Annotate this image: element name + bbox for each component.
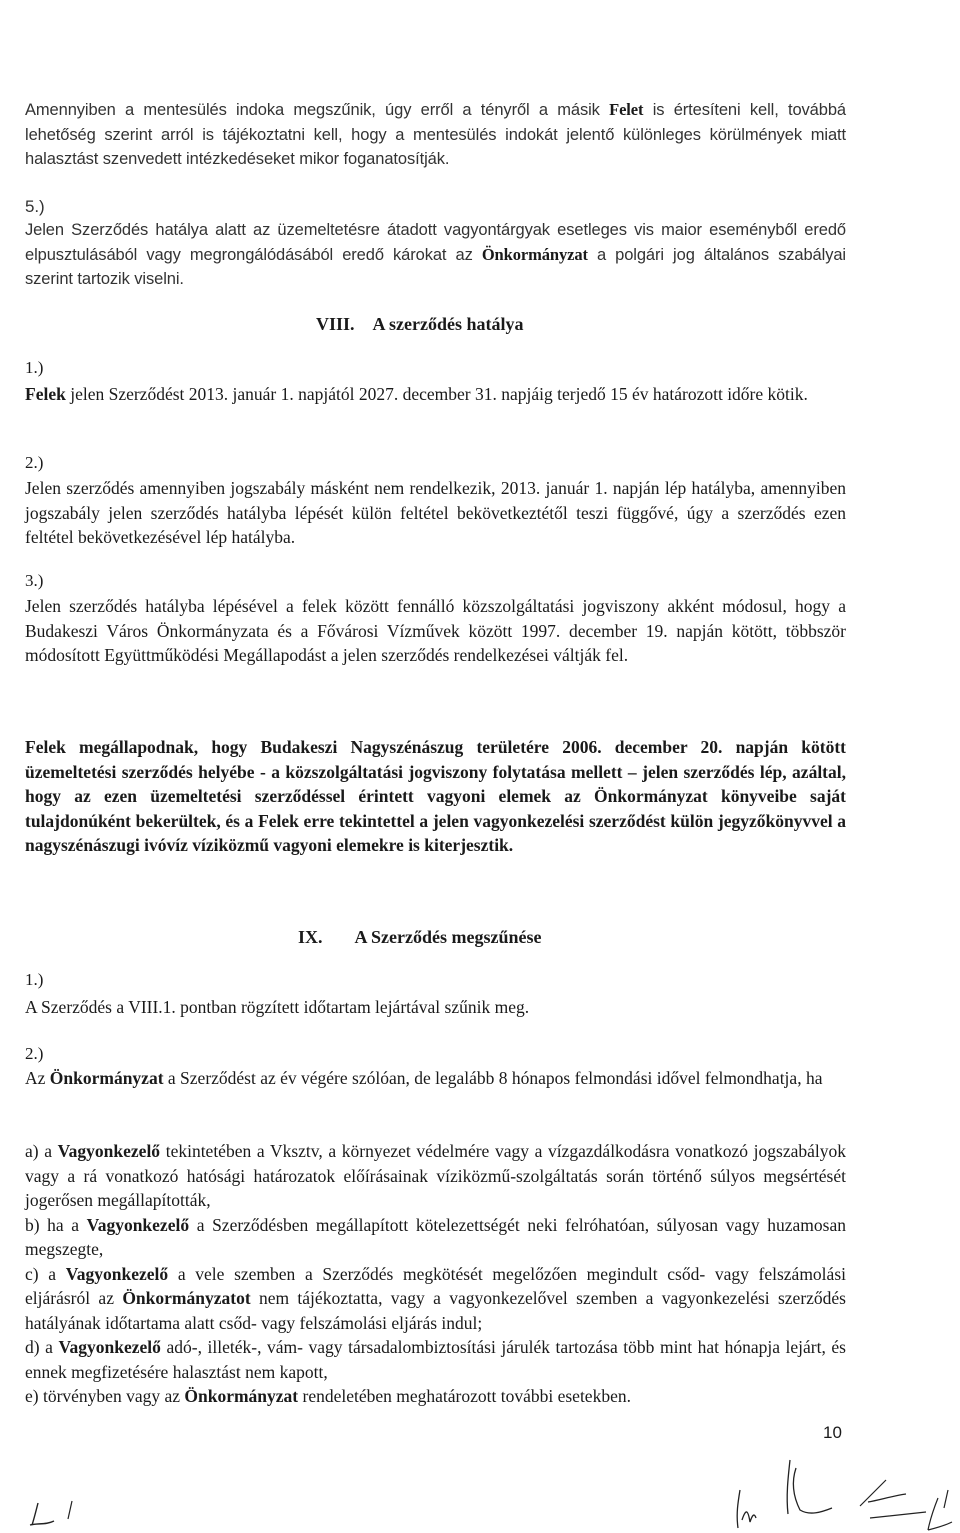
page-number: 10 xyxy=(823,1423,842,1442)
term-felet: Felet xyxy=(609,100,644,119)
term-vagyonkezelo: Vagyonkezelő xyxy=(65,1263,169,1284)
term-onkormanyzat: Önkormányzat xyxy=(49,1068,164,1088)
section-number: 5.) xyxy=(25,197,45,216)
term-felek: Felek xyxy=(25,384,66,404)
paragraph-8-3: Jelen szerződés hatályba lépésével a felek között fennálló közszolgáltatási jogviszony akként módosul, hogy a Budakeszi Város Önkormányzata és a Fővárosi Vízművek között 1997. december 19. napján kötött, többször módosított Együttműködési Megállapodást a jelen szerződés rendelkezései váltják fel. xyxy=(25,596,846,665)
section-number: 2.) xyxy=(25,1044,44,1063)
text: is értesíteni kell, továbbá lehetőség szerint arról is tájékoztatni kell, hogy a mentesülés indokát jelentő különleges körülmények miatt halasztást szenvedett intézkedéseket mikor foganatosítják. xyxy=(25,101,846,168)
text: jelen Szerződést 2013. január 1. napjától 2027. december 31. napjáig terjedő 15 év határozott időre kötik. xyxy=(65,384,808,404)
text: a) a xyxy=(25,1141,58,1161)
text: a Szerződést az év végére szólóan, de legalább 8 hónapos felmondási idővel felmondhatja, ha xyxy=(163,1068,823,1088)
text: a polgári jog általános szabályai szerint tartozik viselni. xyxy=(25,245,846,288)
term-vagyonkezelo: Vagyonkezelő xyxy=(57,1141,161,1161)
text: rendeletében meghatározott további esetekben. xyxy=(298,1386,631,1406)
term-vagyonkezelo: Vagyonkezelő xyxy=(58,1337,161,1357)
section-title: A szerződés hatálya xyxy=(372,314,524,334)
paragraph-7-5 xyxy=(25,218,846,292)
list-item-b xyxy=(25,1213,846,1262)
signature-initials-right xyxy=(730,1450,960,1533)
text: nem tájékoztatta, vagy a vagyonkezelővel szemben a vagyonkezelési szerződés hatályának időtartama alatt csőd- vagy felszámolási eljárás indul; xyxy=(25,1288,846,1333)
list-item-a xyxy=(25,1139,846,1213)
term-vagyonkezelo: Vagyonkezelő xyxy=(86,1214,190,1235)
section-heading-ix xyxy=(298,926,541,948)
section-number: 3.) xyxy=(25,571,44,590)
intro-paragraph xyxy=(25,98,846,172)
list-item-d xyxy=(25,1335,846,1384)
term-onkormanyzatot: Önkormányzatot xyxy=(122,1288,251,1308)
section-heading-viii xyxy=(316,313,524,335)
text: a vele szemben a Szerződés megkötését megelőzően megindult csőd- vagy felszámolási eljárásról az xyxy=(25,1263,846,1308)
text: tekintetében a Vksztv, a környezet védelmére vagy a vízgazdálkodásra vonatkozó jogszabályok vagy a rá vonatkozó hatósági határozatok előírásainak víziközmű-szolgáltatás során történő súlyos megsértését jogerősen megállapították, xyxy=(25,1141,846,1210)
termination-list xyxy=(25,1139,846,1409)
text: e) törvényben vagy az xyxy=(25,1386,185,1406)
text: c) a xyxy=(25,1263,66,1284)
paragraph-9-1: A Szerződés a VIII.1. pontban rögzített időtartam lejártával szűnik meg. xyxy=(25,997,530,1017)
text: adó-, illeték-, vám- vagy társadalombiztosítási járulék tartozása több mint hat hónapja lejárt, és ennek megfizetésére halasztást nem kapott, xyxy=(25,1337,846,1382)
section-number: 2.) xyxy=(25,453,44,472)
text: Jelen Szerződés hatálya alatt az üzemeltetésre átadott vagyontárgyak esetleges vis maior eseményből eredő elpusztulásából vagy megrongálódásából eredő károkat az xyxy=(25,221,846,264)
list-item-e xyxy=(25,1384,846,1409)
section-number: 1.) xyxy=(25,358,44,377)
section-number: 1.) xyxy=(25,970,44,989)
section-roman: VIII. xyxy=(316,314,355,334)
text: a Szerződésben megállapított kötelezettségét neki felróhatóan, súlyosan vagy huzamosan megszegte, xyxy=(25,1214,846,1259)
bold-agreement-paragraph: Felek megállapodnak, hogy Budakeszi Nagyszénászug területére 2006. december 20. napján kötött üzemeltetési szerződés helyébe - a közszolgáltatási jogviszony folytatása mellett – jelen szerződés lép, azáltal, hogy az ezen üzemeltetési szerződéssel érintett vagyoni elemek az Önkormányzat könyveibe saját tulajdonúként bekerültek, és a Felek erre tekintettel a jelen vagyonkezelési szerződést külön jegyzőkönyvvel a nagyszénászugi ivóvíz víziközmű vagyoni elemekre is kiterjesztik. xyxy=(25,737,846,855)
term-onkormanyzat: Önkormányzat xyxy=(184,1386,299,1406)
text: Amennyiben a mentesülés indoka megszűnik, úgy erről a tényről a másik xyxy=(25,101,610,119)
list-item-c xyxy=(25,1262,846,1336)
term-onkormanyzat: Önkormányzat xyxy=(481,244,588,264)
signature-initials-left xyxy=(28,1495,88,1531)
paragraph-8-1 xyxy=(25,382,846,407)
text: b) ha a xyxy=(25,1214,87,1235)
text: d) a xyxy=(25,1337,59,1357)
section-title: A Szerződés megszűnése xyxy=(354,927,542,947)
text: Az xyxy=(25,1068,50,1088)
section-roman: IX. xyxy=(298,927,323,947)
paragraph-8-2: Jelen szerződés amennyiben jogszabály másként nem rendelkezik, 2013. január 1. napján lép hatályba, amennyiben jogszabály jelen szerződés hatályba lépését külön feltétel bekövetkeztétől teszi függővé, úgy a szerződés ezen feltétel bekövetkezésével lép hatályba. xyxy=(25,478,846,547)
paragraph-9-2 xyxy=(25,1066,846,1091)
